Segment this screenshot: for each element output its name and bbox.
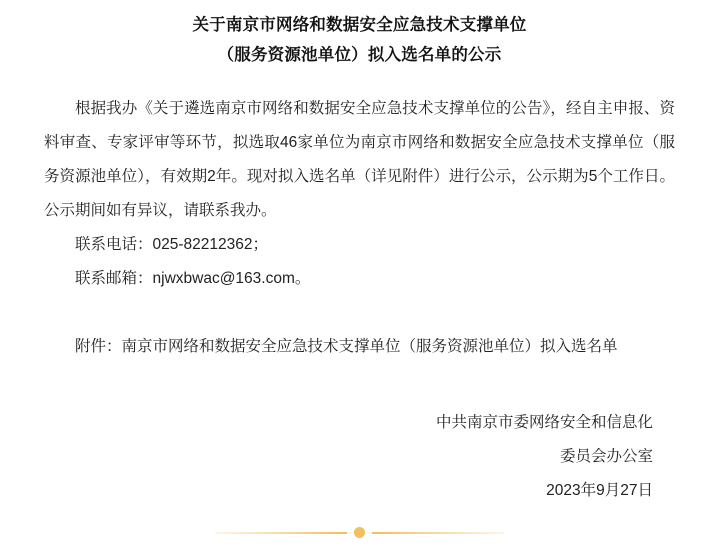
attachment-line: 附件：南京市网络和数据安全应急技术支撑单位（服务资源池单位）拟入选名单	[75, 338, 618, 355]
document-body	[22, 92, 697, 364]
page-title-line1: 关于南京市网络和数据安全应急技术支撑单位	[192, 16, 527, 34]
body-paragraph-1: 根据我办《关于遴选南京市网络和数据安全应急技术支撑单位的公告》，经自主申报、资料审查、专家评审等环节，拟选取46家单位为南京市网络和数据安全应急技术支撑单位（服务资源池单位），有效期2年。现对拟入选名单（详见附件）进行公示，公示期为5个工作日。公示期间如有异议，请联系我办。	[44, 100, 675, 219]
signature-block	[22, 406, 697, 508]
page-title	[22, 0, 697, 70]
contact-email: 联系邮箱：njwxbwac@163.com。	[75, 270, 311, 287]
ornament-bar-right	[372, 532, 504, 534]
footer-ornament	[0, 527, 719, 538]
contact-phone: 联系电话：025-82212362；	[75, 236, 268, 253]
ornament-dot	[354, 527, 365, 538]
signature-org-line1: 中共南京市委网络安全和信息化	[435, 414, 653, 431]
signature-org-line2: 委员会办公室	[559, 448, 653, 465]
page-title-line2: （服务资源池单位）拟入选名单的公示	[217, 46, 502, 64]
signature-date: 2023年9月27日	[546, 482, 653, 499]
ornament-bar-left	[215, 532, 347, 534]
